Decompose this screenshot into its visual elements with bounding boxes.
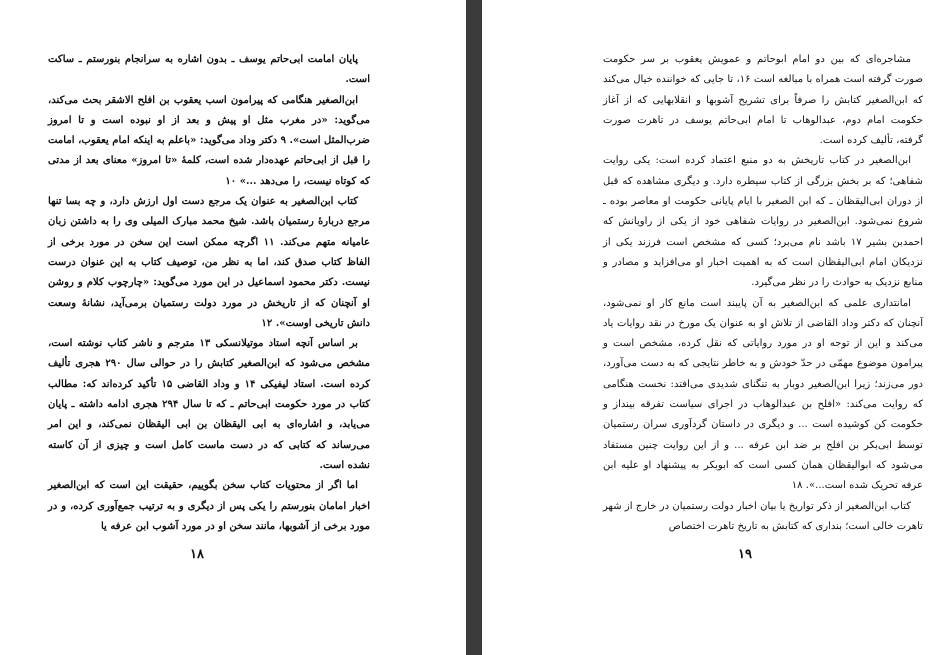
right-paragraph-3: امانتداری علمی که ابن‌الصغیر به آن پایبند است مانع کار او نمی‌شود، آنچنان که دکتر وداد القاضی از تلاش او به عنوان یک مورخ در نقد روایات یاد می‌کند و این از توجه او در مورد روایاتی که نقل کرده، مشخص است و پیرامون موضوع مهمّی در حدّ خودش و به خاطر نتایجی که به دست می‌آورد، دور می‌زند؛ زیرا ابن‌الصغیر دوبار به تنگنای شدیدی می‌افتد: نخست هنگامی که روایت می‌کند: «افلح بن عبدالوهاب در اجرای سیاست تفرقه بینداز و حکومت کن کوشیده است ... و دیگری در داستان گردآوری سران رستمیان توسط ابی‌بکر بن افلح بر ضد ابن عرفه ... و از این روایت چنین مستفاد می‌شود که ابوالیقظان همان کسی است که ابوبکر به پیشنهاد او علیه ابن عرفه تحریک شده است...». ۱۸ [603,297,923,492]
book-gutter [466,0,482,655]
left-paragraph-1: پایان امامت ابی‌حاتم یوسف ـ بدون اشاره به سرانجام بنورستم ـ ساکت است. [48,54,370,86]
left-page-text [48,50,370,537]
left-paragraph-4: بر اساس آنچه استاد موتیلانسکی ۱۳ مترجم و ناشر کتاب نوشته است، مشخص می‌شود که ابن‌الصغیر کتابش را در حوالی سال ۲۹۰ هجری تألیف کرده است. استاد لیفیکی ۱۴ و وداد القاضی ۱۵ تأکید کرده‌اند که: مطالب کتاب در مورد حکومت ابی‌حاتم ـ که تا سال ۲۹۴ هجری ادامه داشته ـ پایان می‌یابد، و اشاره‌ای به ابی الیقظان بن ابی الیقظان نمی‌کند، و این امر می‌رساند که کتابی که در دست ماست کامل است و چیزی از آن کاسته نشده است. [48,338,371,471]
left-paragraph-2: ابن‌الصغیر هنگامی که پیرامون اسب یعقوب بن افلح الاشقر بحث می‌کند، می‌گوید: «در مغرب مثل او پیش و بعد از او نبوده است و تا امروز ضرب‌المثل است». ۹ دکتر وداد می‌گوید: «باعلم به اینکه امام یعقوب، امامت را قبل از ابی‌حاتم عهده‌دار شده است، کلمهٔ «تا امروز» معنای بعد از مدتی که کوتاه نیست، را می‌دهد ...» ۱۰ [48,94,370,187]
right-page [482,0,928,655]
page-number-right: ۱۹ [738,547,752,562]
page-number-left: ۱۸ [190,547,204,562]
left-paragraph-3: کتاب ابن‌الصغیر به عنوان یک مرجع دست اول ارزش دارد، و چه بسا تنها مرجع دربارهٔ رستمیان باشد. شیخ محمد مبارک المیلی وی را به داشتن زبان عامیانه متهم می‌کند. ۱۱ اگرچه ممکن است این سخن در مورد برخی از الفاظ کتاب صدق کند، اما به نظر من، توصیف کتاب به این عنوان درست نیست. دکتر محمود اسماعیل در این مورد می‌گوید: «چارچوب کلام و روشن او آنچنان که از تاریخش در مورد دولت رستمیان برمی‌آید، نشانهٔ وسعت دانش تاریخی اوست». ۱۲ [48,196,370,329]
right-paragraph-2: ابن‌الصغیر در کتاب تاریخش به دو منبع اعتماد کرده است: یکی روایت شفاهی؛ که بر بخش بزرگی از کتاب سیطره دارد. و دیگری مشاهده که قبل از دوران ابی‌الیقظان ـ که ابن الصغیر با ایام پایانی حکومت او معاصر بوده ـ شروع نمی‌شود. ابن‌الصغیر در روایات شفاهی خود از یکی از راویانش که احمدبن بشیر ۱۷ باشد نام می‌برد؛ کسی که مشخص است فرزند یکی از نزدیکان امام ابی‌الیقظان است که به اهمیت اخبار او می‌افزاید و مصادر و منابع نزدیک به حوادث را در نظر می‌گیرد. [603,155,923,289]
right-paragraph-1: مشاجره‌ای که بین دو امام ابوحاتم و عمویش یعقوب بر سر حکومت صورت گرفته است همراه با مبالغه است ۱۶، تا جایی که خواننده خیال می‌کند که ابن‌الصغیر کتابش را صرفاً برای تشریح آشوبها و انقلابهایی که از آغاز حکومت امام دوم، عبدالوهاب تا امام ابی‌حاتم یوسف در تاهرت صورت گرفته، تألیف کرده است. [603,54,923,147]
right-page-text [603,50,923,537]
right-paragraph-4: کتاب ابن‌الصغیر از ذکر تواریخ یا بیان اخبار دولت رستمیان در خارج از شهر تاهرت خالی است؛ بنداری که کتابش به تاریخ تاهرت اختصاص [603,500,923,532]
left-paragraph-5: اما اگر از محتویات کتاب سخن بگوییم، حقیقت این است که ابن‌الصغیر اخبار امامان بنورستم را یکی پس از دیگری و به ترتیب جمع‌آوری کرده، و در مورد برخی از آشوبها، مانند سخن او در مورد آشوب ابن عرفه یا [48,480,370,532]
